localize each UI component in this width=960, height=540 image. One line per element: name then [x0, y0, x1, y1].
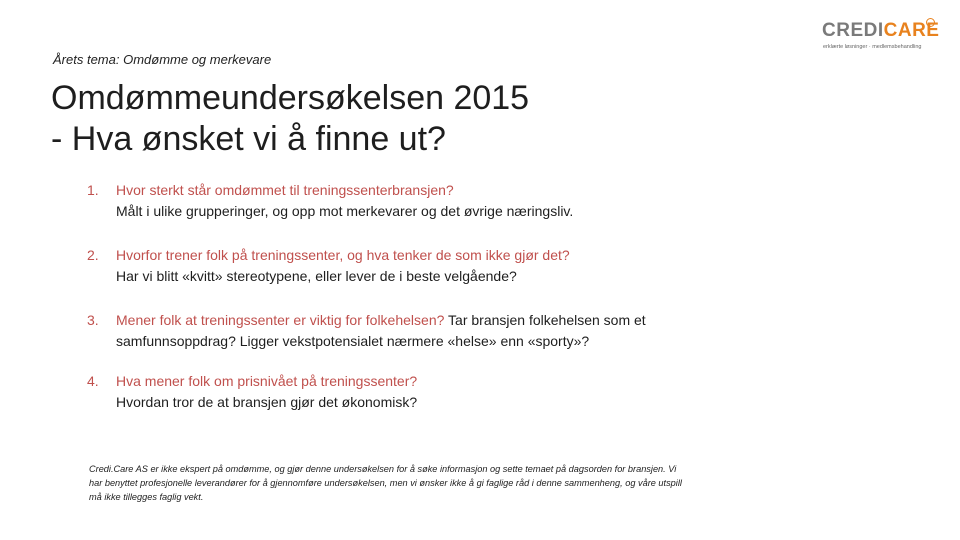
logo-care-text: CARE [883, 20, 940, 41]
logo-credi-text: CREDI [822, 20, 884, 41]
question-text: Mener folk at treningssenter er viktig for folkehelsen? [116, 312, 445, 328]
question-text: Hvor sterkt står omdømmet til treningssenterbransjen? [116, 182, 454, 198]
question-number: 3. [87, 312, 99, 328]
title-line-2: - Hva ønsket vi å finne ut? [51, 120, 446, 158]
question-detail: Hvordan tror de at bransjen gjør det økonomisk? [116, 394, 418, 410]
question-text: Hva mener folk om prisnivået på treningssenter? [116, 373, 418, 389]
disclaimer-text: Credi.Care AS er ikke ekspert på omdømme, og gjør denne undersøkelsen for å søke informasjon og sette temaet på dagsorden for bransjen. Vi har benyttet profesjonelle leverandører for å gjennomføre undersøkelsen, men vi ønsker ikke å gi faglige råd i denne sammenheng, og våre utspill må ikke tillegges faglig vekt. [89, 464, 682, 502]
page-title [51, 78, 529, 160]
question-detail: Målt i ulike grupperinger, og opp mot merkevarer og det øvrige næringsliv. [116, 203, 574, 219]
logo-wordmark [822, 20, 939, 42]
question-detail: Har vi blitt «kvitt» stereotypene, eller lever de i beste velgående? [116, 268, 517, 284]
question-item-4 [87, 371, 707, 413]
question-detail: Tar bransjen folkehelsen som et samfunnsoppdrag? Ligger vekstpotensialet nærmere «helse» enn «sporty»? [116, 312, 646, 349]
registered-mark-icon [926, 18, 935, 27]
logo-tagline: erklærte løsninger · medlemsbehandling [823, 44, 922, 50]
question-text: Hvorfor trener folk på treningssenter, og hva tenker de som ikke gjør det? [116, 247, 570, 263]
credicare-logo [822, 18, 942, 58]
question-item-1 [87, 180, 707, 222]
question-number: 1. [87, 182, 99, 198]
question-number: 4. [87, 373, 99, 389]
question-item-2 [87, 245, 707, 287]
question-number: 2. [87, 247, 99, 263]
question-item-3 [87, 310, 707, 352]
title-line-1: Omdømmeundersøkelsen 2015 [51, 79, 530, 117]
theme-subtitle: Årets tema: Omdømme og merkevare [53, 52, 272, 67]
question-list [87, 180, 707, 436]
